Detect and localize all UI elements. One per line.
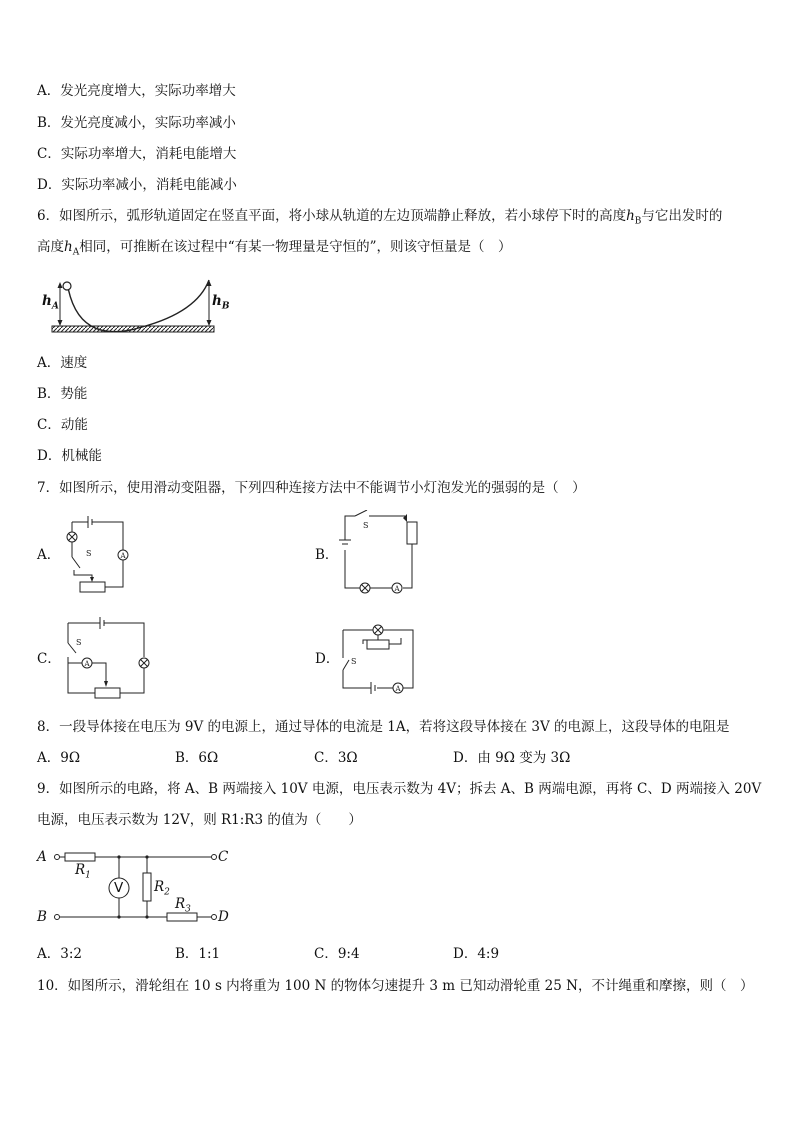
q9-options (37, 945, 499, 963)
q6-option-d: D．机械能 (37, 448, 102, 464)
q7-stem: 7．如图所示，使用滑动变阻器，下列四种连接方法中不能调节小灯泡发光的强弱的是（ ） (37, 480, 586, 496)
q5-option-d: D．实际功率减小，消耗电能减小 (37, 177, 237, 193)
q9-option-b: B．1:1 (175, 946, 221, 962)
q6-option-c: C．动能 (37, 417, 88, 433)
q5-option-a: A．发光亮度增大，实际功率增大 (37, 83, 236, 99)
svg-text:S: S (86, 549, 92, 558)
q6-stem-line1: 6．如图所示，弧形轨道固定在竖直平面，将小球从轨道的左边顶端静止释放，若小球停下时的高度$h_B$与它出发时的 (37, 208, 723, 227)
q6-option-a: A．速度 (37, 355, 88, 371)
q8-option-d: D．由 9Ω 变为 3Ω (453, 750, 571, 766)
q7-option-c-letter: C． (37, 651, 61, 667)
q7-circuit-a (60, 512, 135, 594)
q8-option-b: B．6Ω (175, 750, 219, 766)
svg-text:S: S (363, 521, 369, 530)
q9-label-b: B (37, 909, 47, 925)
q9-stem-line2: 电源，电压表示数为 12V，则 R1:R3 的值为（ ） (37, 812, 362, 828)
q7-option-a-letter: A． (37, 547, 61, 563)
q9-stem-line1: 9．如图所示的电路，将 A、B 两端接入 10V 电源，电压表示数为 4V；拆去 A、B 两端电源，再将 C、D 两端接入 20V (37, 781, 762, 797)
q7-circuit-d (335, 620, 420, 695)
q9-voltmeter-label: V (114, 880, 124, 896)
svg-text:A: A (394, 585, 400, 593)
q9-label-r3: $R_3$ (175, 896, 191, 915)
q9-option-c: C．9:4 (314, 946, 360, 962)
q9-option-d: D．4:9 (453, 946, 500, 962)
q6-option-b: B．势能 (37, 386, 88, 402)
q9-label-r2: $R_2$ (154, 879, 170, 898)
q7-option-b-letter: B． (315, 547, 339, 563)
q7-circuit-b (335, 510, 425, 600)
q5-option-b: B．发光亮度减小，实际功率减小 (37, 115, 236, 131)
svg-text:S: S (76, 638, 82, 647)
q5-option-c: C．实际功率增大，消耗电能增大 (37, 146, 237, 162)
q9-label-d: D (218, 909, 229, 925)
q9-option-a: A．3:2 (37, 946, 82, 962)
svg-text:A: A (395, 685, 401, 693)
q9-label-c: C (218, 849, 229, 865)
q8-option-a: A．9Ω (37, 750, 81, 766)
q7-circuit-c (60, 615, 155, 700)
svg-text:A: A (84, 660, 90, 668)
q9-label-a: A (37, 849, 47, 865)
q9-circuit (37, 848, 237, 928)
q8-option-c: C．3Ω (314, 750, 358, 766)
q7-option-d-letter: D． (315, 651, 340, 667)
q10-stem: 10．如图所示，滑轮组在 10 s 内将重为 100 N 的物体匀速提升 3 m 已知动滑轮重 25 N，不计绳重和摩擦，则（ ） (37, 978, 754, 994)
q8-stem: 8．一段导体接在电压为 9V 的电源上，通过导体的电流是 1A，若将这段导体接在 3V 的电源上，这段导体的电阻是 (37, 719, 730, 735)
svg-text:A: A (120, 552, 126, 560)
q8-options (37, 749, 570, 767)
q9-label-r1: $R_1$ (75, 862, 91, 881)
q6-label-ha: $h_A$ (42, 293, 59, 312)
svg-text:S: S (351, 657, 357, 666)
q6-label-hb: $h_B$ (212, 293, 230, 312)
q6-track-figure (37, 272, 230, 338)
q6-stem-line2: 高度$h_A$相同，可推断在该过程中“有某一物理量是守恒的”，则该守恒量是（ ） (37, 239, 512, 258)
